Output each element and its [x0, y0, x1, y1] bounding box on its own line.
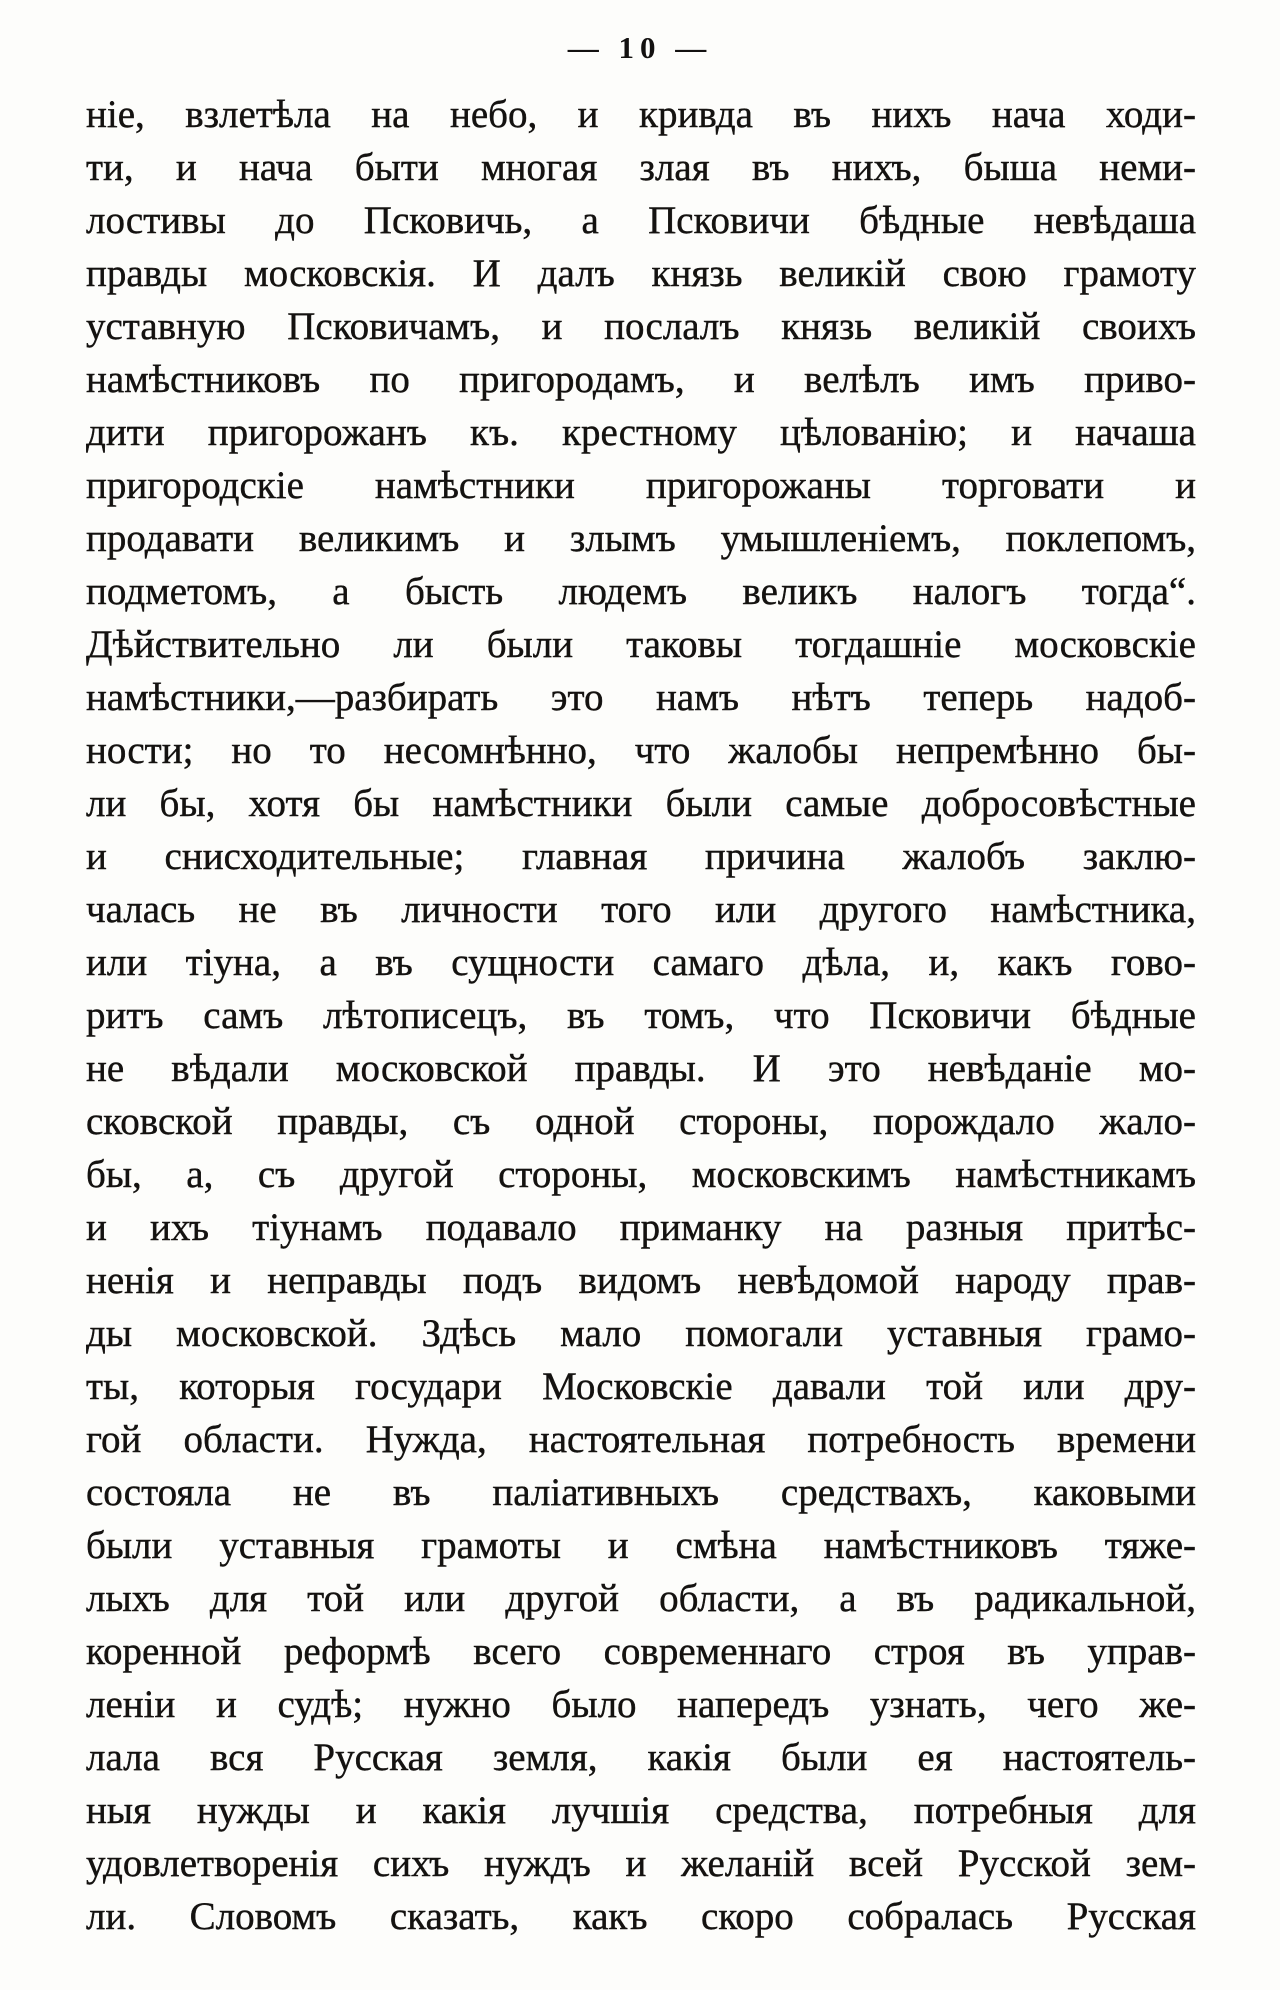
text-line: ности; но то несомнѣнно, что жалобы непремѣнно бы-	[86, 729, 1196, 772]
text-line: ли. Словомъ сказать, какъ скоро собралась Русская	[86, 1895, 1196, 1938]
text-line: бы, а, съ другой стороны, московскимъ намѣстникамъ	[86, 1153, 1196, 1196]
text-line: ты, которыя государи Московскіе давали той или дру-	[86, 1365, 1196, 1408]
text-line: Дѣйствительно ли были таковы тогдашніе московскіе	[86, 623, 1196, 666]
text-line: правды московскія. И далъ князь великій свою грамоту	[86, 252, 1196, 295]
text-line: или тіуна, а въ сущности самаго дѣла, и, какъ гово-	[86, 941, 1196, 984]
text-line: продавати великимъ и злымъ умышленіемъ, поклепомъ,	[86, 517, 1196, 560]
text-line: коренной реформѣ всего современнаго строя въ управ-	[86, 1630, 1196, 1673]
text-line: пригородскіе намѣстники пригорожаны торговати и	[86, 464, 1196, 507]
text-line: и снисходительные; главная причина жалобъ заклю-	[86, 835, 1196, 878]
text-line: дити пригорожанъ къ. крестному цѣлованію; и начаша	[86, 411, 1196, 454]
text-line: ли бы, хотя бы намѣстники были самые добросовѣстные	[86, 782, 1196, 825]
text-line: ныя нужды и какія лучшія средства, потребныя для	[86, 1789, 1196, 1832]
text-line: ды московской. Здѣсь мало помогали уставныя грамо-	[86, 1312, 1196, 1355]
page-number: — 10 —	[567, 30, 713, 65]
text-line: подметомъ, а бысть людемъ великъ налогъ тогда“.	[86, 570, 1196, 613]
text-line: чалась не въ личности того или другого намѣстника,	[86, 888, 1196, 931]
text-line: удовлетворенія сихъ нуждъ и желаній всей Русской зем-	[86, 1842, 1196, 1885]
text-line: были уставныя грамоты и смѣна намѣстниковъ тяже-	[86, 1524, 1196, 1567]
text-line: леніи и судѣ; нужно было напередъ узнать, чего же-	[86, 1683, 1196, 1726]
text-line: состояла не въ паліативныхъ средствахъ, каковыми	[86, 1471, 1196, 1514]
text-line: ритъ самъ лѣтописецъ, въ томъ, что Псковичи бѣдные	[86, 994, 1196, 1037]
text-line: ніе, взлетѣла на небо, и кривда въ нихъ нача ходи-	[86, 93, 1196, 136]
text-line: не вѣдали московской правды. И это невѣданіе мо-	[86, 1047, 1196, 1090]
text-line: гой области. Нужда, настоятельная потребность времени	[86, 1418, 1196, 1461]
text-line: лала вся Русская земля, какія были ея настоятель-	[86, 1736, 1196, 1779]
text-line: уставную Псковичамъ, и послалъ князь великій своихъ	[86, 305, 1196, 348]
text-line: лыхъ для той или другой области, а въ радикальной,	[86, 1577, 1196, 1620]
text-line: лостивы до Псковичь, а Псковичи бѣдные невѣдаша	[86, 199, 1196, 242]
text-line: ти, и нача быти многая злая въ нихъ, быша неми-	[86, 146, 1196, 189]
text-line: ненія и неправды подъ видомъ невѣдомой народу прав-	[86, 1259, 1196, 1302]
text-line: сковской правды, съ одной стороны, порождало жало-	[86, 1100, 1196, 1143]
page-text-block	[86, 88, 1196, 1943]
text-line: намѣстниковъ по пригородамъ, и велѣлъ имъ приво-	[86, 358, 1196, 401]
text-line: и ихъ тіунамъ подавало приманку на разныя притѣс-	[86, 1206, 1196, 1249]
text-line: намѣстники,—разбирать это намъ нѣтъ теперь надоб-	[86, 676, 1196, 719]
